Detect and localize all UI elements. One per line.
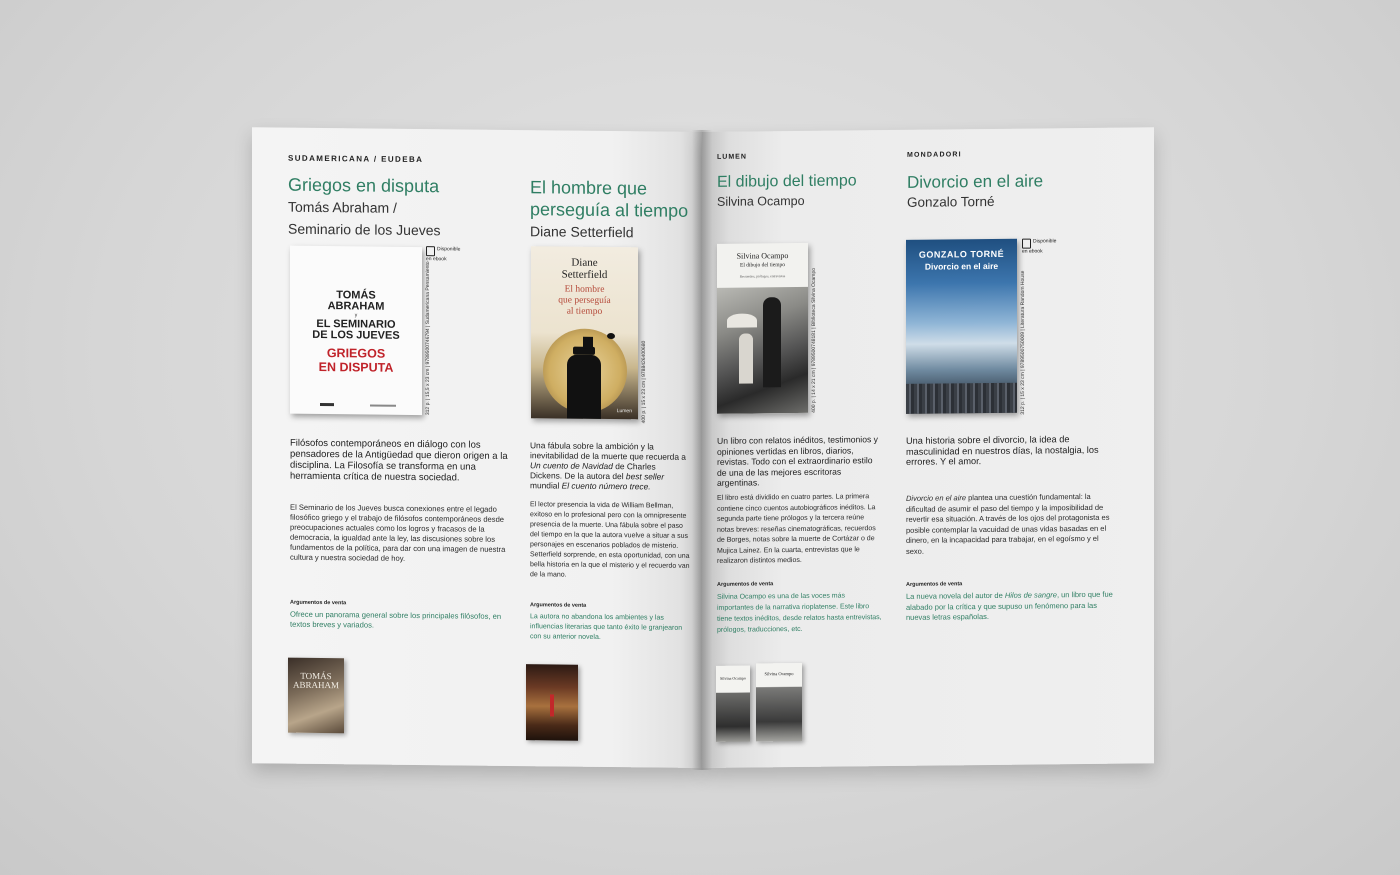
cover-author: Diane	[571, 256, 598, 269]
book-cover-divorcio	[906, 239, 1017, 414]
lead-emphasis: El cuento número trece.	[561, 480, 651, 492]
umbrella-illustration	[727, 313, 757, 327]
book-author: Tomás Abraham /	[288, 198, 397, 216]
book-title: El hombre que	[530, 177, 648, 199]
ebook-icon	[426, 246, 435, 256]
book-heading-hombre	[530, 176, 702, 244]
book-lead: Una historia sobre el divorcio, la idea de masculinidad en nuestros días, la nostalgia, los errores. Y el amor.	[906, 434, 1099, 467]
cover-author: EL SEMINARIO	[316, 317, 396, 331]
spine-shadow	[692, 130, 712, 770]
sales-arguments: Ofrece un panorama general sobre los principales filósofos, en textos breves y variados.	[290, 609, 502, 630]
book-author: Silvina Ocampo	[717, 193, 805, 209]
publisher-logo	[370, 405, 396, 407]
photo-figure	[763, 297, 781, 387]
cover-subtitle: Recuerdos, prólogos, entrevistas	[739, 274, 786, 279]
lead-text: Una fábula sobre la ambición y la inevitabilidad de la muerte que recuerda a	[530, 440, 686, 462]
arguments-emphasis: Hilos de sangre	[1004, 590, 1057, 600]
book-specs: 400 p. | 15 x 23 cm | 9788426400680	[641, 340, 647, 424]
book-lead	[530, 440, 690, 492]
sales-arguments-label: Argumentos de venta	[717, 581, 774, 588]
cover-title: GRIEGOS	[326, 346, 386, 361]
publisher-label: SUDAMERICANA / EUDEBA	[288, 153, 424, 165]
ebook-badge	[1022, 238, 1062, 254]
book-title: El dibujo del tiempo	[717, 172, 857, 191]
book-specs: 312 p. | 15,5 x 23 cm | 9789500746794 | Sudamericana Pensamiento	[425, 261, 431, 416]
related-book-thumbnail	[756, 663, 802, 741]
book-title: perseguía al tiempo	[530, 199, 689, 221]
crow-illustration	[607, 333, 615, 339]
ribbon-illustration	[550, 694, 554, 716]
man-silhouette	[567, 355, 601, 419]
sales-arguments-label: Argumentos de venta	[290, 599, 347, 607]
cover-author: Setterfield	[561, 268, 608, 282]
publisher-label: LUMEN	[717, 153, 747, 161]
book-lead: Filósofos contemporáneos en diálogo con los pensadores de la Antigüedad que dieron origen a la disciplina. La Filosofía se transforma en una herramienta crítica de nuestra sociedad.	[290, 437, 508, 484]
cover-photo	[717, 287, 808, 414]
book-cover-dibujo	[717, 243, 808, 414]
book-heading-divorcio	[907, 170, 1107, 212]
ebook-badge	[426, 246, 466, 262]
sales-arguments-label: Argumentos de venta	[906, 581, 963, 588]
lead-text: de Charles Dickens. De la autora del	[530, 461, 656, 482]
cover-brand: Lumen	[616, 408, 632, 415]
lead-emphasis: Un cuento de Navidad	[530, 460, 613, 472]
city-skyline	[906, 383, 1017, 414]
book-description: El Seminario de los Jueves busca conexiones entre el legado filosófico griego y el trabajo de filósofos contemporáneos desde preocupaciones actuales como los logros y fracasos de la democracia, la igualdad ante la ley, las discusiones sobre los fundamentos de la política, para dar con una imagen de nuestra cultura y nuestra sociedad de hoy.	[290, 502, 506, 563]
book-author: Gonzalo Torné	[907, 193, 995, 210]
book-description: El lector presencia la vida de William Bellman, exitoso en lo profesional pero con la omnipresente presencia de la muerte. Una fábula sobre el paso del tiempo en la que la autora vuelve a situar a sus personajes en escenarios poblados de misterio. Setterfield sorprende, en esta oportunidad, con una bella historia en la que el misterio y el recuerdo van de la mano.	[530, 501, 690, 579]
thumb-author: TOMÁS	[300, 670, 332, 682]
cover-author: ABRAHAM	[327, 300, 385, 313]
description-emphasis: Divorcio en el aire	[906, 493, 967, 503]
thumb-author: Silvina Ocampo	[720, 675, 746, 681]
cover-title: que perseguía	[558, 295, 611, 307]
sales-arguments: Silvina Ocampo es una de las voces más importantes de la narrativa rioplatense. Este libro tiene textos inéditos, desde relatos hasta entrevistas, prólogos, traducciones, etc.	[717, 592, 882, 634]
sales-arguments-label: Argumentos de venta	[530, 602, 587, 609]
publisher-label: MONDADORI	[907, 151, 962, 159]
thumb-author: Silvina Ocampo	[764, 671, 794, 677]
right-page	[702, 127, 1154, 768]
book-specs: 312 p. | 15 x 23 cm | 9789500750009 | Literatura Random House	[1020, 270, 1026, 415]
book-description: El libro está dividido en cuatro partes. La primera contiene cinco cuentos autobiográficos inéditos. La segunda parte tiene prólogos y la tercera reúne notas breves: reseñas cinematográficas, recuerdos de Borges, notas sobre la muerte de Cortázar o de Mujica Lainez. En la cuarta, entrevistas que le realizaron distintos medios.	[717, 493, 876, 565]
cover-text: y	[354, 312, 358, 319]
arguments-text: La nueva novela del autor de	[906, 590, 1005, 601]
cover-author: Silvina Ocampo	[736, 251, 789, 261]
lead-emphasis: best seller	[625, 471, 665, 482]
cover-title: Divorcio en el aire	[924, 260, 999, 272]
publisher-logo	[320, 403, 334, 406]
book-title: Griegos en disputa	[288, 174, 440, 197]
book-title: Divorcio en el aire	[907, 171, 1044, 192]
thumb-author: ABRAHAM	[292, 679, 339, 691]
cover-author: DE LOS JUEVES	[312, 328, 400, 342]
cover-title: EN DISPUTA	[318, 359, 394, 375]
book-lead: Un libro con relatos inéditos, testimonios y opiniones vertidas en libros, diarios, revistas. Todo con el extraordinario estilo de una de las mejores escritoras argentinas.	[717, 434, 878, 488]
cover-author: GONZALO TORNÉ	[918, 248, 1005, 260]
cover-title: El dibujo del tiempo	[739, 262, 786, 269]
left-page	[252, 127, 702, 768]
sales-arguments: La autora no abandona los ambientes y las influencias literarias que tanto éxito le granjearon con su anterior novela.	[530, 613, 683, 641]
description-text: plantea una cuestión fundamental: la dificultad de asumir el paso del tiempo y la imposibilidad de revertir esa situación. A través de los ojos del protagonista es posible contemplar la vacuidad de unas vidas basadas en el dinero, en la incapacidad para trabajar, en el egoísmo y el sexo.	[906, 491, 1110, 556]
book-heading-dibujo	[717, 170, 897, 211]
ebook-label: Disponible en ebook	[1022, 238, 1057, 255]
cover-title: al tiempo	[566, 306, 603, 317]
photo-figure	[739, 333, 753, 383]
related-book-thumbnail	[288, 658, 344, 734]
related-book-thumbnail	[526, 664, 578, 741]
arguments-text: , un libro que fue alabado por la crítica y que supuso un fenómeno para las nuevas letras españolas.	[906, 589, 1113, 622]
book-description	[906, 492, 1116, 557]
lead-text: mundial	[530, 480, 562, 491]
book-cover-hombre	[531, 246, 638, 419]
related-book-thumbnail	[716, 665, 750, 741]
book-author: Seminario de los Jueves	[288, 220, 441, 239]
book-specs: 400 p. | 14 x 21 cm | 9789500748181 | Biblioteca Silvina Ocampo	[811, 267, 817, 413]
book-author: Diane Setterfield	[530, 223, 634, 241]
hat-illustration	[583, 337, 593, 349]
ebook-label: Disponible en ebook	[426, 246, 461, 263]
cover-author: TOMÁS	[336, 289, 376, 302]
ebook-icon	[1022, 239, 1031, 249]
book-heading-griegos	[288, 174, 488, 242]
book-cover-griegos	[290, 246, 422, 415]
cover-title: El hombre	[564, 284, 605, 295]
sales-arguments	[906, 590, 1116, 624]
